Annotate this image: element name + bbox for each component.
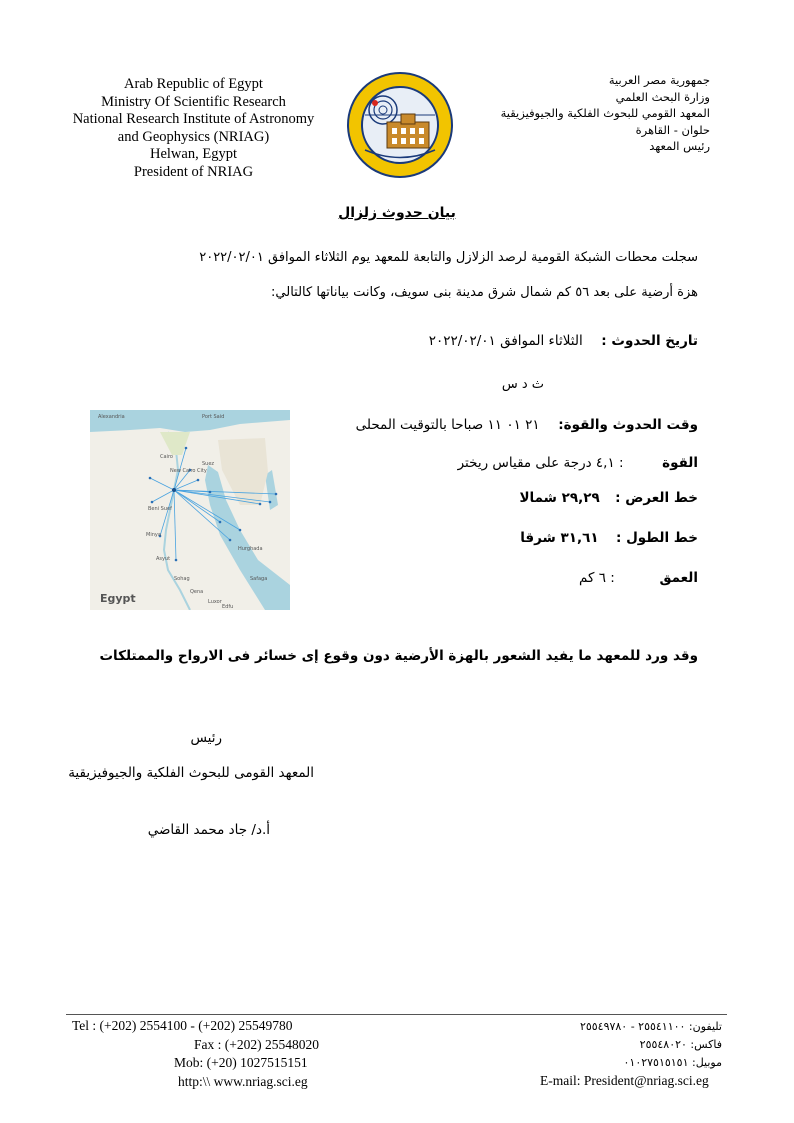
arabic-letterhead [450,72,710,155]
institute-name-ar: المعهد القومي للبحوث الفلكية والجيوفيزيقية [500,106,710,121]
station-point [185,447,188,450]
station-point [269,501,272,504]
institute-name-line1: National Research Institute of Astronomy [72,111,315,128]
institute-location-ar: حلوان - القاهرة [635,122,710,137]
institute-name-line2: and Geophysics (NRIAG) [117,128,270,145]
footer-divider [66,1014,727,1015]
depth-value: : ٦ كم [579,570,615,586]
map-label-beni-suef: Beni Suef [148,506,172,512]
signature-role: رئيس [190,730,222,746]
map-label-asyut: Asyut [156,556,171,562]
longitude-row [520,530,698,546]
president-title: President of NRIAG [133,163,254,180]
map-label-suez: Suez [202,461,215,467]
latitude-label: خط العرض : [615,490,698,506]
institute-location: Helwan, Egypt [150,146,237,163]
event-time-label: وقت الحدوث والقوة: [558,417,698,433]
station-point [259,503,262,506]
epicenter-point [172,488,176,492]
signature-name: أ.د/ جاد محمد القاضي [147,822,270,838]
map-label-new-cairo: New Cairo City [170,468,207,474]
english-letterhead [56,76,331,182]
footer-ar-fax: فاكس: ٢٥٥٤٨٠٢٠ [639,1038,722,1051]
event-time-value: ٢١ ٠١ ١١ صباحا بالتوقيت المحلى [355,417,540,433]
footer-email[interactable]: E-mail: President@nriag.sci.eg [540,1073,709,1088]
map-label-edfu: Edfu [222,604,234,610]
footer-ar-mobile: موبيل: ٠١٠٢٧٥١٥١٥١ [623,1056,722,1069]
map-label-alexandria: Alexandria [98,414,125,420]
longitude-label: خط الطول : [615,530,698,546]
ministry-name: Ministry Of Scientific Research [101,93,286,110]
intro-line-1: سجلت محطات الشبكة القومية لرصد الزلازل والتابعة للمعهد يوم الثلاثاء الموافق ٢٠٢٢/٠٢/٠١ [199,250,698,265]
latitude-value: ٢٩,٢٩ شمالا [519,490,600,506]
station-point [219,521,222,524]
latitude-row [519,490,698,506]
station-map-graphic [90,410,290,610]
president-title-ar: رئيس المعهد [649,139,710,154]
map-label-luxor: Luxor [208,599,222,605]
time-units: ث د س [501,377,544,392]
map-label-hurghada: Hurghada [238,546,263,552]
ministry-name-ar: وزارة البحث العلمي [615,89,710,104]
footer-website[interactable]: http:\\ www.nriag.sci.eg [178,1074,308,1089]
depth-row [579,570,698,586]
station-point [229,539,232,542]
station-point [197,479,200,482]
signature-institute: المعهد القومى للبحوث الفلكية والجيوفيزيقية [68,765,314,781]
map-label-minya: Minya [146,532,161,538]
map-label-safaga: Safaga [250,576,268,582]
country-name-ar: جمهورية مصر العربية [608,73,710,87]
station-point [151,501,154,504]
document-title: بيان حدوث زلزال [338,205,456,221]
footer-fax: Fax : (+202) 25548020 [194,1037,319,1052]
country-name: Arab Republic of Egypt [124,76,263,92]
map-label-qena: Qena [190,589,204,595]
station-point [209,491,212,494]
longitude-value: ٣١,٦١ شرقا [520,530,599,546]
map-country-label: Egypt [100,592,136,605]
station-point [275,493,278,496]
nriag-seal-logo [345,70,455,180]
magnitude-row [458,455,698,471]
intro-line-2: هزة أرضية على بعد ٥٦ كم شمال شرق مدينة بنى سويف، وكانت بياناتها كالتالي: [271,285,698,300]
footer-mobile: Mob: (+20) 1027515151 [174,1055,308,1070]
footer-ar-tel: تليفون: ٢٥٥٤١١٠٠ - ٢٥٥٤٩٧٨٠ [579,1020,722,1033]
station-point [175,559,178,562]
station-point [239,529,242,532]
event-time-row [356,417,698,433]
map-label-sohag: Sohag [174,576,190,582]
felt-statement: وقد ورد للمعهد ما يفيد الشعور بالهزة الأرضية دون وقوع إى خسائر فى الارواح والممتلكات [99,648,698,664]
event-date-value: الثلاثاء الموافق ٢٠٢٢/٠٢/٠١ [428,333,583,349]
event-date-label: تاريخ الحدوث : [601,333,698,349]
map-label-cairo: Cairo [160,454,173,460]
station-map [90,410,290,610]
map-label-port-said: Port Said [202,414,225,420]
footer-tel: Tel : (+202) 2554100 - (+202) 25549780 [72,1018,293,1033]
magnitude-value: : ٤,١ درجة على مقياس ريختر [457,455,624,471]
depth-label: العمق [659,570,698,586]
event-date-row [429,333,698,349]
magnitude-label: القوة [662,455,698,471]
station-point [149,477,152,480]
